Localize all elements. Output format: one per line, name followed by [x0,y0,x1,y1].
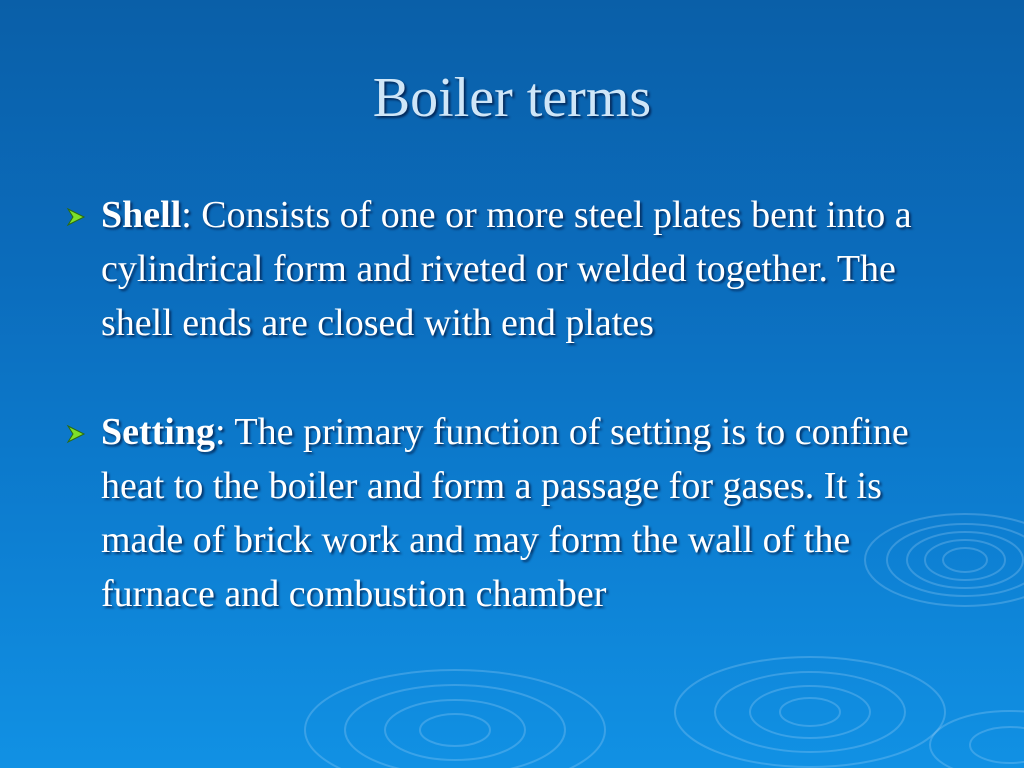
slide-title: Boiler terms [372,67,652,129]
bullet-item-shell [64,188,964,350]
term-label: Setting [101,411,215,453]
term-definition: : Consists of one or more steel plates bent into a cylindrical form and riveted or welded together. The shell ends are closed with end plates [101,194,912,344]
bullet-list [64,188,964,621]
arrowhead-bullet-icon [64,207,90,227]
arrowhead-bullet-icon [64,424,90,444]
term-definition: : The primary function of setting is to confine heat to the boiler and form a passage for gases. It is made of brick work and may form the wall of the furnace and combustion chamber [101,411,909,615]
term-label: Shell [101,194,182,236]
bullet-item-setting [64,405,964,621]
